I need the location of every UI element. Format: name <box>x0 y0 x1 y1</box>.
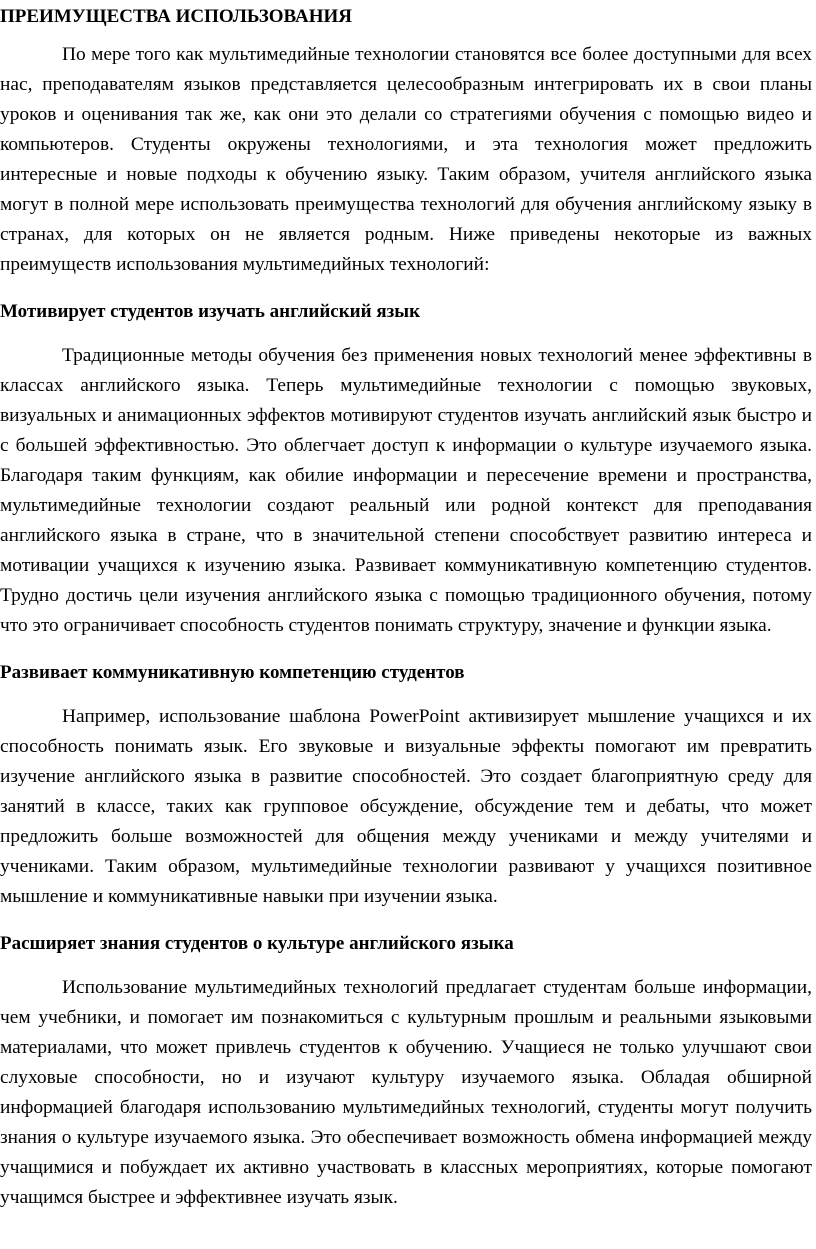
section-heading-culture: Расширяет знания студентов о культуре английского языка <box>0 933 514 954</box>
section-heading-communicative: Развивает коммуникативную компетенцию студентов <box>0 662 465 683</box>
section-paragraph-communicative: Например, использование шаблона PowerPoint активизирует мышление учащихся и их способность понимать язык. Его звуковые и визуальные эффекты помогают им превратить изучение английского языка в развитие способностей. Это создает благоприятную среду для занятий в классе, таких как групповое обсуждение, обсуждение тем и дебаты, что может предложить больше возможностей для общения между учениками и между учителями и учениками. Таким образом, мультимедийные технологии развивают у учащихся позитивное мышление и коммуникативные навыки при изучении языка. <box>0 706 812 907</box>
section-paragraph-culture: Использование мультимедийных технологий предлагает студентам больше информации, чем учебники, и помогает им познакомиться с культурным прошлым и реальными языковыми материалами, что может привлечь студентов к обучению. Учащиеся не только улучшают свои слуховые способности, но и изучают культуру изучаемого языка. Обладая обширной информацией благодаря использованию мультимедийных технологий, студенты могут получить знания о культуре изучаемого языка. Это обеспечивает возможность обмена информацией между учащимися и побуждает их активно участвовать в классных мероприятиях, которые помогают учащимся быстрее и эффективнее изучать язык. <box>0 977 812 1208</box>
document-title: ПРЕИМУЩЕСТВА ИСПОЛЬЗОВАНИЯ <box>0 6 352 27</box>
section-heading-motivation: Мотивирует студентов изучать английский язык <box>0 301 421 322</box>
intro-paragraph: По мере того как мультимедийные технологии становятся все более доступными для всех нас, преподавателям языков представляется целесообразным интегрировать их в свои планы уроков и оценивания так же, как они это делали со стратегиями обучения с помощью видео и компьютеров. Студенты окружены технологиями, и эта технология может предложить интересные и новые подходы к обучению языку. Таким образом, учителя английского языка могут в полной мере использовать преимущества технологий для обучения английскому языку в странах, для которых он не является родным. Ниже приведены некоторые из важных преимуществ использования мультимедийных технологий: <box>0 44 812 275</box>
section-paragraph-motivation: Традиционные методы обучения без применения новых технологий менее эффективны в классах английского языка. Теперь мультимедийные технологии с помощью звуковых, визуальных и анимационных эффектов мотивируют студентов изучать английский язык быстро и с большей эффективностью. Это облегчает доступ к информации о культуре изучаемого языка. Благодаря таким функциям, как обилие информации и пересечение времени и пространства, мультимедийные технологии создают реальный или родной контекст для преподавания английского языка в стране, что в значительной степени способствует развитию интереса и мотивации учащихся к изучению языка. Развивает коммуникативную компетенцию студентов. Трудно достичь цели изучения английского языка с помощью традиционного обучения, потому что это ограничивает способность студентов понимать структуру, значение и функции языка. <box>0 345 812 636</box>
